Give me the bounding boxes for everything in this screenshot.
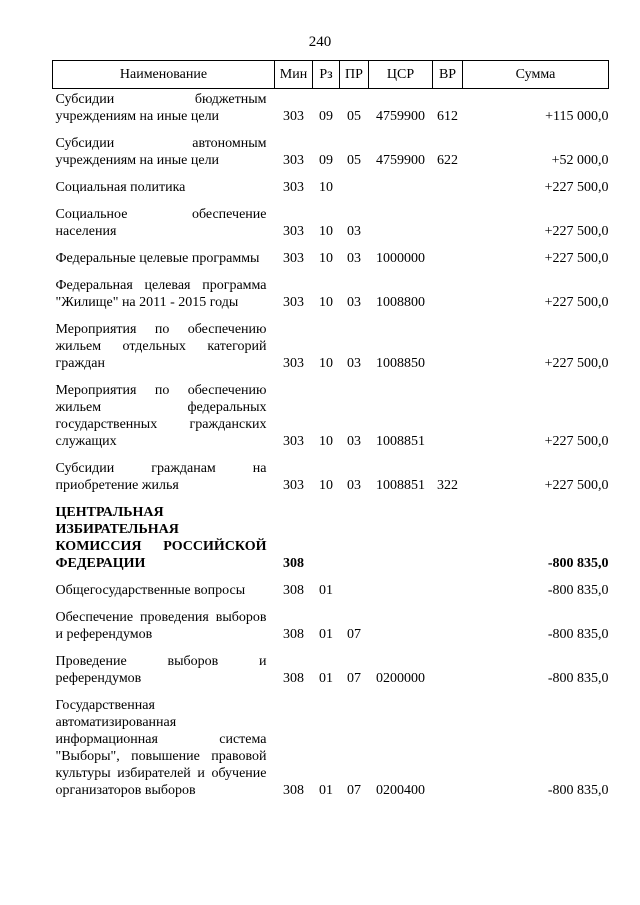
cell-rz: 01 [319, 671, 333, 686]
cell-rz: 01 [319, 583, 333, 598]
cell-rz: 10 [319, 295, 333, 310]
cell-pr [340, 572, 369, 599]
cell-min: 308 [283, 583, 304, 598]
cell-vr [433, 169, 463, 196]
cell-min: 303 [283, 251, 304, 266]
cell-pr: 03 [347, 251, 361, 266]
cell-sum: +227 500,0 [544, 356, 609, 371]
table-row [53, 196, 609, 240]
header-pr: ПР [340, 61, 369, 89]
cell-min: 308 [283, 556, 304, 571]
cell-rz: 10 [319, 180, 333, 195]
cell-csr: 4759900 [376, 153, 425, 168]
cell-sum: -800 835,0 [547, 556, 609, 571]
cell-sum: -800 835,0 [547, 783, 609, 798]
cell-vr: 612 [437, 109, 458, 124]
cell-name: Субсидии гражданам на приобретение жилья [55, 461, 267, 493]
cell-csr [369, 196, 433, 240]
cell-vr [433, 572, 463, 599]
cell-csr: 1008851 [376, 478, 425, 493]
cell-name: Субсидии автономным учреждениям на иные цели [55, 136, 267, 168]
cell-rz: 01 [319, 783, 333, 798]
cell-min: 303 [283, 295, 304, 310]
cell-name: Мероприятия по обеспечению жильем отдельных категорий граждан [55, 322, 267, 371]
header-name: Наименование [53, 61, 275, 89]
cell-pr: 07 [347, 783, 361, 798]
cell-min: 303 [283, 434, 304, 449]
cell-min: 303 [283, 180, 304, 195]
cell-name: Федеральная целевая программа "Жилище" на 2011 - 2015 годы [55, 278, 267, 310]
cell-rz: 10 [319, 251, 333, 266]
cell-name: Социальная политика [55, 180, 186, 195]
cell-csr: 1008850 [376, 356, 425, 371]
cell-sum: +227 500,0 [544, 434, 609, 449]
cell-pr [340, 494, 369, 572]
cell-name: Мероприятия по обеспечению жильем федеральных государственных гражданских служащих [55, 383, 267, 449]
table-row [53, 372, 609, 450]
cell-csr: 0200000 [376, 671, 425, 686]
cell-min: 308 [283, 783, 304, 798]
cell-sum: +52 000,0 [551, 153, 609, 168]
cell-min: 303 [283, 153, 304, 168]
cell-min: 308 [283, 627, 304, 642]
cell-rz: 10 [319, 478, 333, 493]
cell-pr: 03 [347, 295, 361, 310]
cell-csr: 0200400 [376, 783, 425, 798]
cell-pr: 07 [347, 671, 361, 686]
table-header [53, 61, 609, 89]
cell-vr [433, 311, 463, 372]
cell-min: 303 [283, 356, 304, 371]
cell-min: 308 [283, 671, 304, 686]
cell-vr [433, 267, 463, 311]
cell-pr: 07 [347, 627, 361, 642]
cell-sum: -800 835,0 [547, 627, 609, 642]
cell-csr [369, 169, 433, 196]
table-row [53, 450, 609, 494]
cell-rz: 10 [319, 356, 333, 371]
table-row [53, 572, 609, 599]
table-row [53, 311, 609, 372]
cell-min: 303 [283, 109, 304, 124]
table-row [53, 643, 609, 687]
cell-sum: +227 500,0 [544, 180, 609, 195]
cell-pr: 03 [347, 434, 361, 449]
header-vr: ВР [433, 61, 463, 89]
cell-csr [369, 599, 433, 643]
cell-vr [433, 372, 463, 450]
header-rz: Рз [313, 61, 340, 89]
table-row [53, 599, 609, 643]
cell-vr [433, 494, 463, 572]
cell-vr [433, 687, 463, 799]
cell-name: Государственная автоматизированная информационная система "Выборы", повышение правовой культуры избирателей и обучение организаторов выборов [55, 698, 267, 798]
cell-pr: 03 [347, 356, 361, 371]
cell-sum: +227 500,0 [544, 251, 609, 266]
cell-sum: +227 500,0 [544, 224, 609, 239]
page-number: 240 [308, 34, 332, 50]
cell-name: ЦЕНТРАЛЬНАЯ ИЗБИРАТЕЛЬНАЯ КОМИССИЯ РОССИЙСКОЙ ФЕДЕРАЦИИ [55, 505, 267, 571]
cell-vr [433, 196, 463, 240]
cell-csr: 1000000 [376, 251, 425, 266]
cell-name: Общегосударственные вопросы [55, 583, 246, 598]
cell-vr [433, 599, 463, 643]
cell-rz: 09 [319, 153, 333, 168]
cell-name: Обеспечение проведения выборов и референдумов [55, 610, 267, 642]
cell-csr [369, 494, 433, 572]
cell-pr: 05 [347, 153, 361, 168]
cell-rz: 01 [319, 627, 333, 642]
cell-csr [369, 572, 433, 599]
header-csr: ЦСР [369, 61, 433, 89]
cell-pr [340, 169, 369, 196]
cell-pr: 05 [347, 109, 361, 124]
table-row [53, 494, 609, 572]
cell-rz: 10 [319, 434, 333, 449]
table-row [53, 169, 609, 196]
table-body [53, 89, 609, 800]
cell-rz: 10 [319, 224, 333, 239]
cell-name: Социальное обеспечение населения [55, 207, 267, 239]
cell-pr: 03 [347, 478, 361, 493]
cell-min: 303 [283, 224, 304, 239]
cell-vr [433, 240, 463, 267]
cell-vr [433, 643, 463, 687]
cell-name: Проведение выборов и референдумов [55, 654, 267, 686]
table-row [53, 125, 609, 169]
cell-csr: 1008851 [376, 434, 425, 449]
cell-rz: 09 [319, 109, 333, 124]
cell-sum: -800 835,0 [547, 583, 609, 598]
table-row [53, 687, 609, 799]
cell-sum: +227 500,0 [544, 295, 609, 310]
table-row [53, 89, 609, 126]
cell-min: 303 [283, 478, 304, 493]
cell-vr: 622 [437, 153, 458, 168]
cell-name: Федеральные целевые программы [55, 251, 260, 266]
cell-sum: +115 000,0 [545, 109, 609, 124]
table-row [53, 267, 609, 311]
cell-pr: 03 [347, 224, 361, 239]
cell-csr: 1008800 [376, 295, 425, 310]
header-min: Мин [275, 61, 313, 89]
header-sum: Сумма [463, 61, 609, 89]
cell-sum: -800 835,0 [547, 671, 609, 686]
cell-sum: +227 500,0 [544, 478, 609, 493]
cell-vr: 322 [437, 478, 458, 493]
table-row [53, 240, 609, 267]
cell-name: Субсидии бюджетным учреждениям на иные цели [55, 92, 267, 124]
cell-rz [313, 494, 340, 572]
budget-table [52, 60, 609, 799]
cell-csr: 4759900 [376, 109, 425, 124]
